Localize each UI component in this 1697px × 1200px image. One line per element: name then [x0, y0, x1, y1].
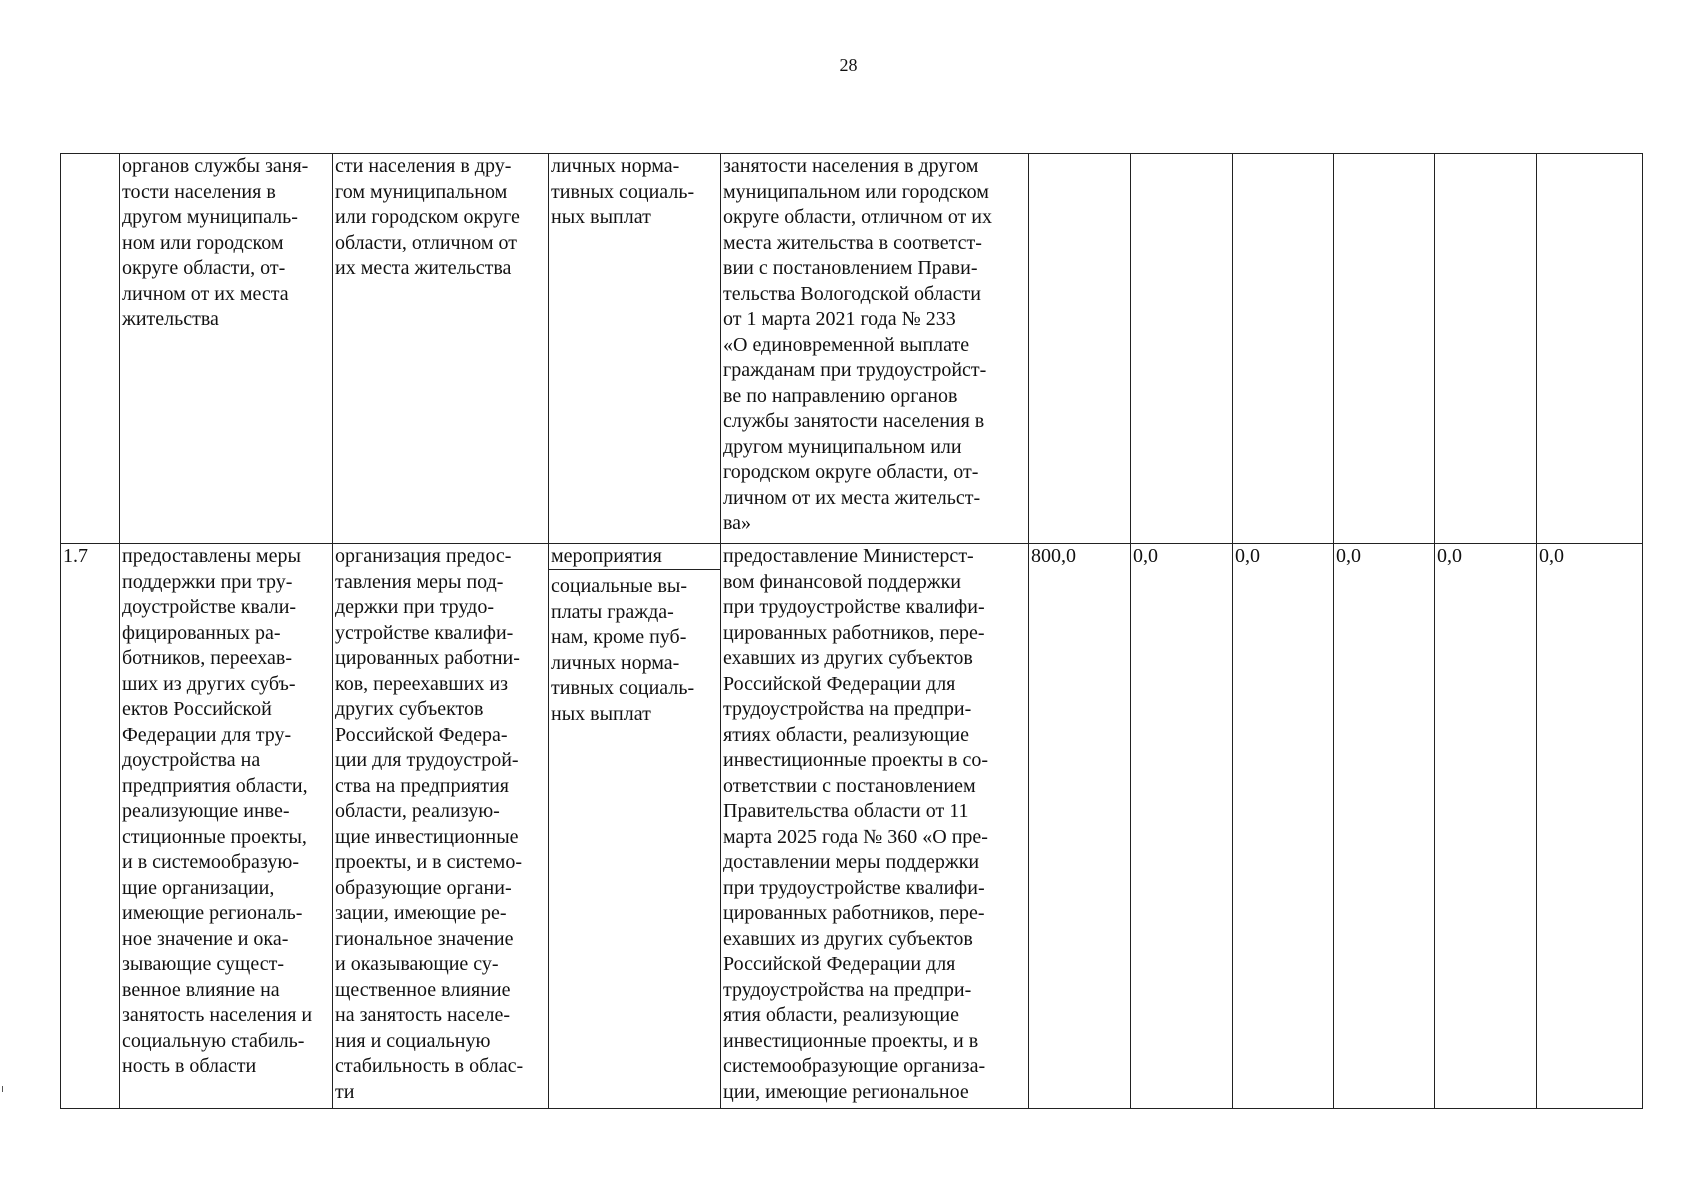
text-line: ти [335, 1080, 355, 1103]
text-line: личном от их места [122, 282, 289, 305]
text-line: устройстве квалифи- [335, 621, 514, 644]
text-line: личных норма- [551, 155, 680, 177]
row-number-cell [61, 154, 120, 544]
text-line: ве по направлению органов [723, 384, 958, 407]
type-text [551, 154, 718, 231]
value-cell: 0,0 [1334, 544, 1435, 1109]
type-text [549, 570, 720, 727]
text-line: доустройстве квали- [122, 596, 297, 618]
text-line: ятиях области, реализующие [723, 723, 969, 746]
text-line: инвестиционные проекты, и в [723, 1029, 979, 1052]
text-line: Российской Федера- [335, 723, 508, 746]
text-line: ции для трудоустрой- [335, 749, 519, 771]
text-line: Федерации для тру- [122, 723, 292, 746]
text-line: цированных работников, пере- [723, 902, 985, 924]
text-line: проекты, и в системо- [335, 851, 522, 873]
text-line: ектов Российской [122, 698, 272, 720]
type-split [549, 544, 720, 727]
text-line: ном или городском [122, 231, 284, 254]
text-line: другом муниципальном или [723, 435, 962, 458]
text-line: ботников, переехав- [122, 647, 292, 669]
text-line: места жительства в соответст- [723, 231, 982, 254]
text-line: от 1 марта 2021 года № 233 [723, 308, 956, 330]
result-cell [120, 154, 333, 544]
text-line: и в системообразую- [122, 851, 300, 873]
text-line: цированных работников, пере- [723, 621, 985, 644]
text-line: при трудоустройстве квалифи- [723, 876, 985, 899]
value-cell: 0,0 [1233, 544, 1334, 1109]
text-line: ства на предприятия [335, 774, 509, 797]
text-line: социальную стабиль- [122, 1029, 305, 1052]
row-number-cell: 1.7 [61, 544, 120, 1109]
text-line: трудоустройства на предпри- [723, 978, 972, 1001]
text-line: ных выплат [551, 702, 651, 725]
text-line: другом муниципаль- [122, 206, 298, 228]
description-text [723, 544, 1026, 1105]
measure-cell [333, 544, 549, 1109]
value-cell: 0,0 [1537, 544, 1643, 1109]
text-line: области, реализую- [335, 800, 500, 822]
text-line: жительства [122, 308, 219, 330]
text-line: области, отличном от [335, 231, 518, 254]
text-line: гражданам при трудоустройст- [723, 359, 987, 381]
text-line: ных выплат [551, 206, 651, 228]
measure-text [335, 154, 546, 282]
text-line: других субъектов [335, 698, 484, 720]
scan-margin-mark [2, 1086, 3, 1092]
text-line: держки при трудо- [335, 596, 494, 618]
text-line: занятость населения и [122, 1004, 313, 1026]
text-line: тивных социаль- [551, 677, 695, 699]
text-line: ответствии с постановлением [723, 774, 976, 797]
text-line: ехавших из других субъектов [723, 647, 973, 669]
text-line: предоставление Министерст- [723, 545, 974, 567]
text-line: или городском округе [335, 206, 520, 228]
text-line: ность в области [122, 1055, 257, 1077]
text-line: их места жительства [335, 257, 512, 279]
text-line: зации, имеющие ре- [335, 902, 507, 924]
text-line: ехавших из других субъектов [723, 927, 973, 950]
text-line: щие организации, [122, 876, 275, 899]
value-cell [1131, 154, 1233, 544]
text-line: органов службы заня- [122, 155, 309, 177]
value-cell: 800,0 [1029, 544, 1131, 1109]
text-line: стабильность в облас- [335, 1055, 524, 1077]
text-line: предприятия области, [122, 774, 308, 797]
page-number: 28 [839, 55, 858, 75]
text-line: «О единовременной выплате [723, 333, 970, 356]
text-line: щие инвестиционные [335, 825, 519, 848]
text-line: Российской Федерации для [723, 953, 956, 975]
text-line: тости населения в [122, 180, 276, 203]
text-line: личном от их места жительст- [723, 486, 981, 509]
text-line: тивных социаль- [551, 180, 695, 203]
text-line: имеющие региональ- [122, 902, 303, 924]
text-line: инвестиционные проекты в со- [723, 749, 988, 771]
text-line: марта 2025 года № 360 «О пре- [723, 825, 988, 848]
description-cell [721, 544, 1029, 1109]
text-line: вом финансовой поддержки [723, 570, 962, 593]
text-line: округе области, отличном от их [723, 206, 993, 228]
text-line: гом муниципальном [335, 180, 508, 203]
text-line: поддержки при тру- [122, 570, 293, 593]
text-line: округе области, от- [122, 257, 286, 279]
text-line: венное влияние на [122, 978, 280, 1001]
measure-text [335, 544, 546, 1105]
value-cell: 0,0 [1435, 544, 1537, 1109]
description-cell [721, 154, 1029, 544]
text-line: нам, кроме пуб- [551, 626, 687, 648]
text-line: личных норма- [551, 651, 680, 674]
text-line: при трудоустройстве квалифи- [723, 596, 985, 618]
text-line: фицированных ра- [122, 621, 281, 644]
type-cell [549, 154, 721, 544]
text-line: на занятость населе- [335, 1004, 511, 1026]
text-line: городском округе области, от- [723, 461, 979, 483]
program-table [60, 153, 1643, 1109]
text-line: доустройства на [122, 749, 261, 771]
value-cell [1435, 154, 1537, 544]
text-line: щественное влияние [335, 978, 511, 1001]
text-line: ции, имеющие региональное [723, 1080, 969, 1103]
text-line: цированных работни- [335, 647, 520, 669]
value-cell [1537, 154, 1643, 544]
text-line: ков, переехавших из [335, 672, 508, 695]
text-line: службы занятости населения в [723, 410, 985, 432]
text-line: организация предос- [335, 545, 512, 567]
text-line: социальные вы- [551, 575, 687, 597]
text-line: трудоустройства на предпри- [723, 698, 972, 720]
text-line: тавления меры под- [335, 570, 504, 593]
result-text [122, 544, 330, 1080]
text-line: предоставлены меры [122, 545, 301, 567]
text-line: ва» [723, 512, 752, 534]
text-line: ное значение и ока- [122, 927, 289, 950]
text-line: системообразующие организа- [723, 1055, 986, 1077]
text-line: ния и социальную [335, 1029, 491, 1052]
measure-cell [333, 154, 549, 544]
table-row [61, 544, 1643, 1109]
text-line: муниципальном или городском [723, 180, 989, 203]
text-line: вии с постановлением Прави- [723, 257, 978, 279]
text-line: платы гражда- [551, 600, 674, 623]
text-line: реализующие инве- [122, 800, 290, 822]
type-header: мероприятия [549, 544, 720, 570]
text-line: Российской Федерации для [723, 672, 956, 695]
text-line: и оказывающие су- [335, 953, 499, 975]
table-row [61, 154, 1643, 544]
text-line: зывающие сущест- [122, 953, 284, 975]
text-line: Правительства области от 11 [723, 800, 969, 822]
description-text [723, 154, 1026, 537]
value-cell [1029, 154, 1131, 544]
text-line: стиционные проекты, [122, 825, 307, 848]
result-text [122, 154, 330, 333]
text-line: занятости населения в другом [723, 155, 979, 177]
value-cell [1233, 154, 1334, 544]
text-line: тельства Вологодской области [723, 282, 981, 305]
text-line: ятия области, реализующие [723, 1004, 959, 1026]
text-line: сти населения в дру- [335, 155, 512, 177]
value-cell: 0,0 [1131, 544, 1233, 1109]
text-line: гиональное значение [335, 927, 514, 950]
text-line: ших из других субъ- [122, 672, 296, 695]
text-line: доставлении меры поддержки [723, 851, 980, 873]
type-cell [549, 544, 721, 1109]
value-cell [1334, 154, 1435, 544]
text-line: образующие органи- [335, 876, 512, 899]
result-cell [120, 544, 333, 1109]
